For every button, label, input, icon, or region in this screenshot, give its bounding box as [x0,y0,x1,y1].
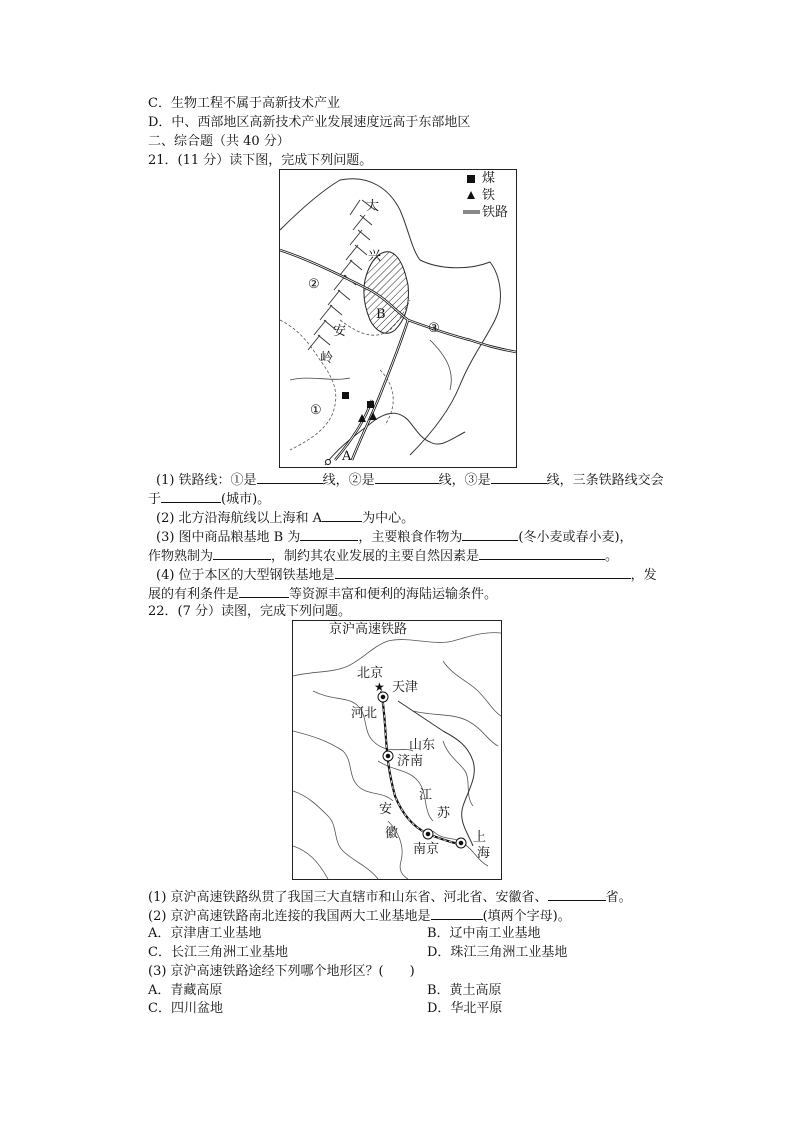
map2-shang: 上 [473,830,487,845]
q21-part3: (3) 图中商品粮基地 B 为 ，主要粮食作物为 (冬小麦或春小麦)， [156,527,633,547]
q21-part3-cont: 作物熟制为 ，制约其农业发展的主要自然因素是 。 [148,546,618,566]
option-d: D．中、西部地区高新技术产业发展速度远高于东部地区 [148,115,471,130]
jinghu-map [292,620,502,880]
legend-coal-label: 煤 [482,171,496,186]
q22-option-b: B．辽中南工业基地 [427,926,541,941]
map-label-a: A [342,449,352,464]
q21-part2: (2) 北方沿海航线以上海和 A 为中心。 [156,508,414,528]
map-label-da: 大 [366,199,380,214]
svg-text:★: ★ [374,680,385,694]
map2-hebei: 河北 [351,706,378,721]
q22-part1: (1) 京沪高速铁路纵贯了我国三大直辖市和山东省、河北省、安徽省、 省。 [148,887,632,907]
map-label-b: B [376,307,386,322]
map-label-railway-3: ③ [428,321,440,336]
map2-hui: 徽 [385,826,399,841]
q22-part3: (3) 京沪高速铁路途经下列哪个地形区？( ) [148,964,415,979]
q22-option-c: C．长江三角洲工业基地 [148,945,288,960]
legend-railway-label: 铁路 [482,205,509,220]
q21-part1-cont: 于 (城市)。 [148,489,270,509]
q22-option-c3: C．四川盆地 [148,1001,223,1016]
map2-su: 苏 [437,806,451,821]
q21-part4-cont: 展的有利条件是 等资源丰富和便利的海陆运输条件。 [148,584,497,604]
map2-an: 安 [379,802,393,817]
map-label-railway-1: ① [310,403,322,418]
q22-option-b3: B．黄土高原 [427,983,502,998]
map2-tianjin: 天津 [392,680,419,695]
option-c: C．生物工程不属于高新技术产业 [148,96,340,111]
q21-part4: (4) 位于本区的大型钢铁基地是 ，发 [156,565,657,585]
map2-jinan: 济南 [397,754,424,769]
q22-part2: (2) 京沪高速铁路南北连接的我国两大工业基地是 (填两个字母)。 [148,906,571,926]
q22-title: 22．(7 分）读图，完成下列问题。 [148,604,352,619]
map-label-ling: 岭 [320,351,334,366]
map2-hai: 海 [477,846,491,861]
map-label-an: 安 [333,324,347,339]
map2-title: 京沪高速铁路 [329,622,408,637]
q21-title: 21．(11 分）读下图，完成下列问题。 [148,153,373,168]
legend-iron-label: 铁 [482,188,496,203]
map2-shandong: 山东 [409,738,436,753]
q22-option-a: A．京津唐工业基地 [148,926,262,941]
northeast-map-drawing [280,170,516,467]
q22-option-d: D．珠江三角洲工业基地 [427,945,568,960]
q21-part1: (1) 铁路线：①是 线，②是 线，③是 线，三条铁路线交会 [156,470,664,490]
northeast-map [279,169,517,468]
coal-marker [342,392,349,399]
map2-beijing: 北京 [357,666,384,681]
legend-iron-icon [467,191,475,199]
map2-nanjing: 南京 [413,842,440,857]
section-heading: 二、综合题（共 40 分） [148,134,290,149]
map-label-railway-2: ② [308,277,320,292]
q22-option-d3: D．华北平原 [427,1001,503,1016]
coal-marker [367,401,374,408]
q22-option-a3: A．青藏高原 [148,983,223,998]
legend-coal-icon [467,175,475,183]
map2-jiang: 江 [419,788,433,803]
map-label-xing: 兴 [368,249,382,264]
